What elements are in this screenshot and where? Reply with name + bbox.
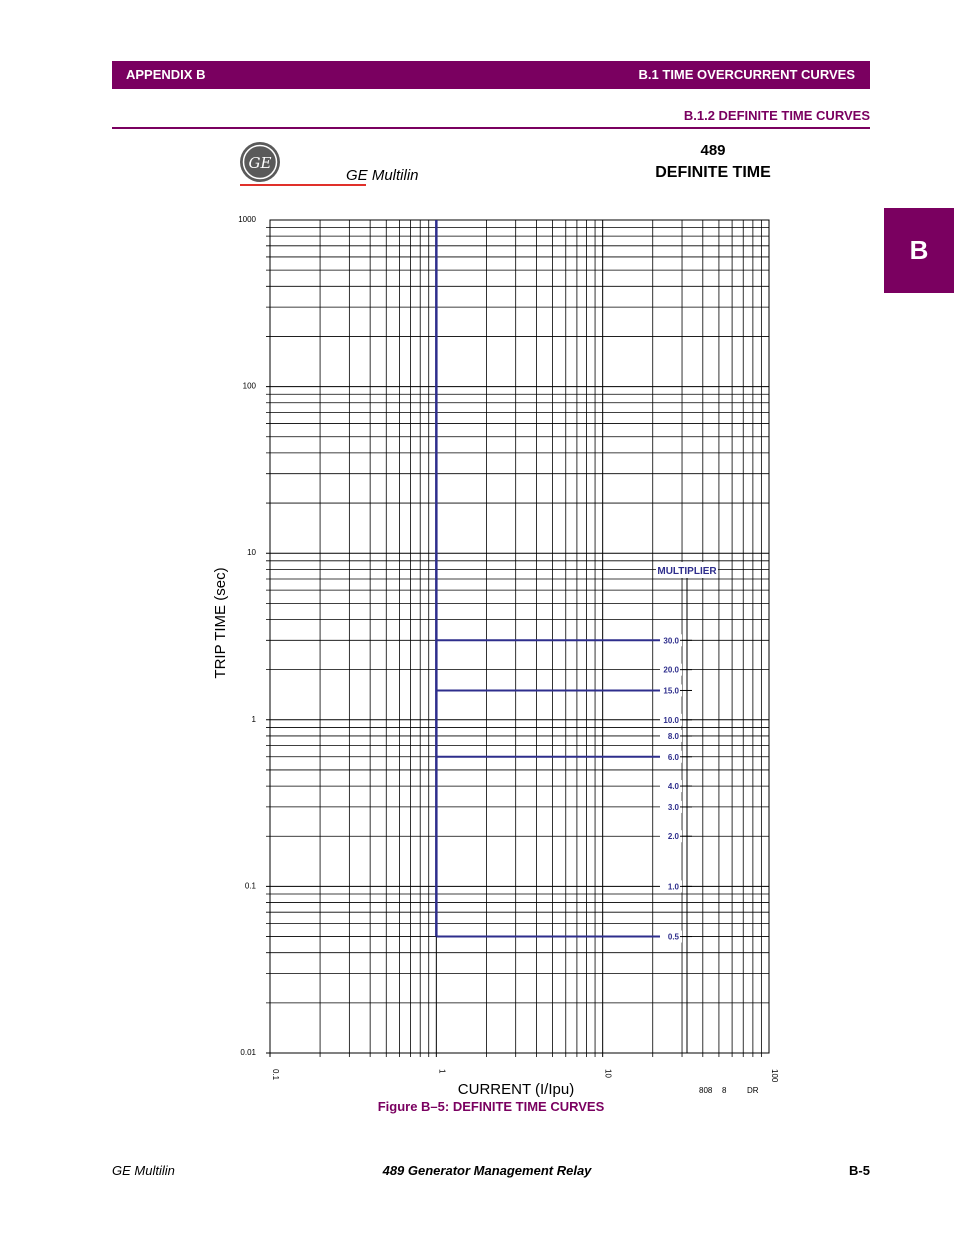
legend-label-0.5: 0.5 [667,932,679,942]
header-appendix: APPENDIX B [126,67,206,82]
y-tick-labels [238,215,256,1057]
y-axis-label: TRIP TIME (sec) [212,567,229,679]
x-tick-label: 1 [437,1069,447,1074]
x-tick-label: 0.1 [271,1069,280,1081]
y-tick-label: 100 [242,381,256,391]
multiplier-legend [656,562,718,1053]
legend-label-10.0: 10.0 [663,715,679,725]
appendix-side-tab[interactable]: B [884,208,954,293]
legend-title: MULTIPLIER [657,566,717,577]
drawing-ref-2: 8 [722,1086,727,1095]
legend-label-4.0: 4.0 [667,782,679,792]
section-title: B.1.2 DEFINITE TIME CURVES [683,108,870,123]
x-axis-label: CURRENT (I/Ipu) [457,1081,575,1098]
legend-label-20.0: 20.0 [663,665,679,675]
legend-label-30.0: 30.0 [663,636,679,646]
chart-grid [266,220,769,1057]
legend-label-3.0: 3.0 [667,802,679,812]
legend-label-2.0: 2.0 [667,832,679,842]
drawing-ref-1: 808 [699,1086,713,1095]
svg-text:GE: GE [248,154,272,172]
figure-caption: Figure B–5: DEFINITE TIME CURVES [377,1099,605,1114]
legend-label-6.0: 6.0 [667,752,679,762]
x-tick-label: 100 [770,1069,779,1083]
drawing-reference [699,1086,759,1095]
drawing-ref-3: DR [747,1086,759,1095]
y-tick-label: 1000 [238,215,256,224]
y-tick-label: 10 [247,548,256,558]
footer-product: 489 Generator Management Relay [382,1163,592,1178]
ge-logo-icon [240,142,280,182]
curve-lines [436,220,682,937]
y-tick-label: 1 [251,714,256,724]
y-tick-label: 0.1 [244,881,256,891]
brand-label: GE Multilin [346,167,419,184]
legend-label-8.0: 8.0 [667,731,679,741]
footer-page-number: B-5 [849,1163,870,1178]
model-number: 489 [700,142,726,159]
header-section: B.1 TIME OVERCURRENT CURVES [638,67,855,82]
y-tick-label: 0.01 [240,1048,256,1057]
footer-brand: GE Multilin [112,1163,175,1178]
plot-frame [270,220,769,1053]
legend-label-1.0: 1.0 [667,882,679,892]
x-tick-label: 10 [603,1069,613,1078]
curve-title: DEFINITE TIME [655,164,771,181]
legend-label-15.0: 15.0 [663,686,679,696]
